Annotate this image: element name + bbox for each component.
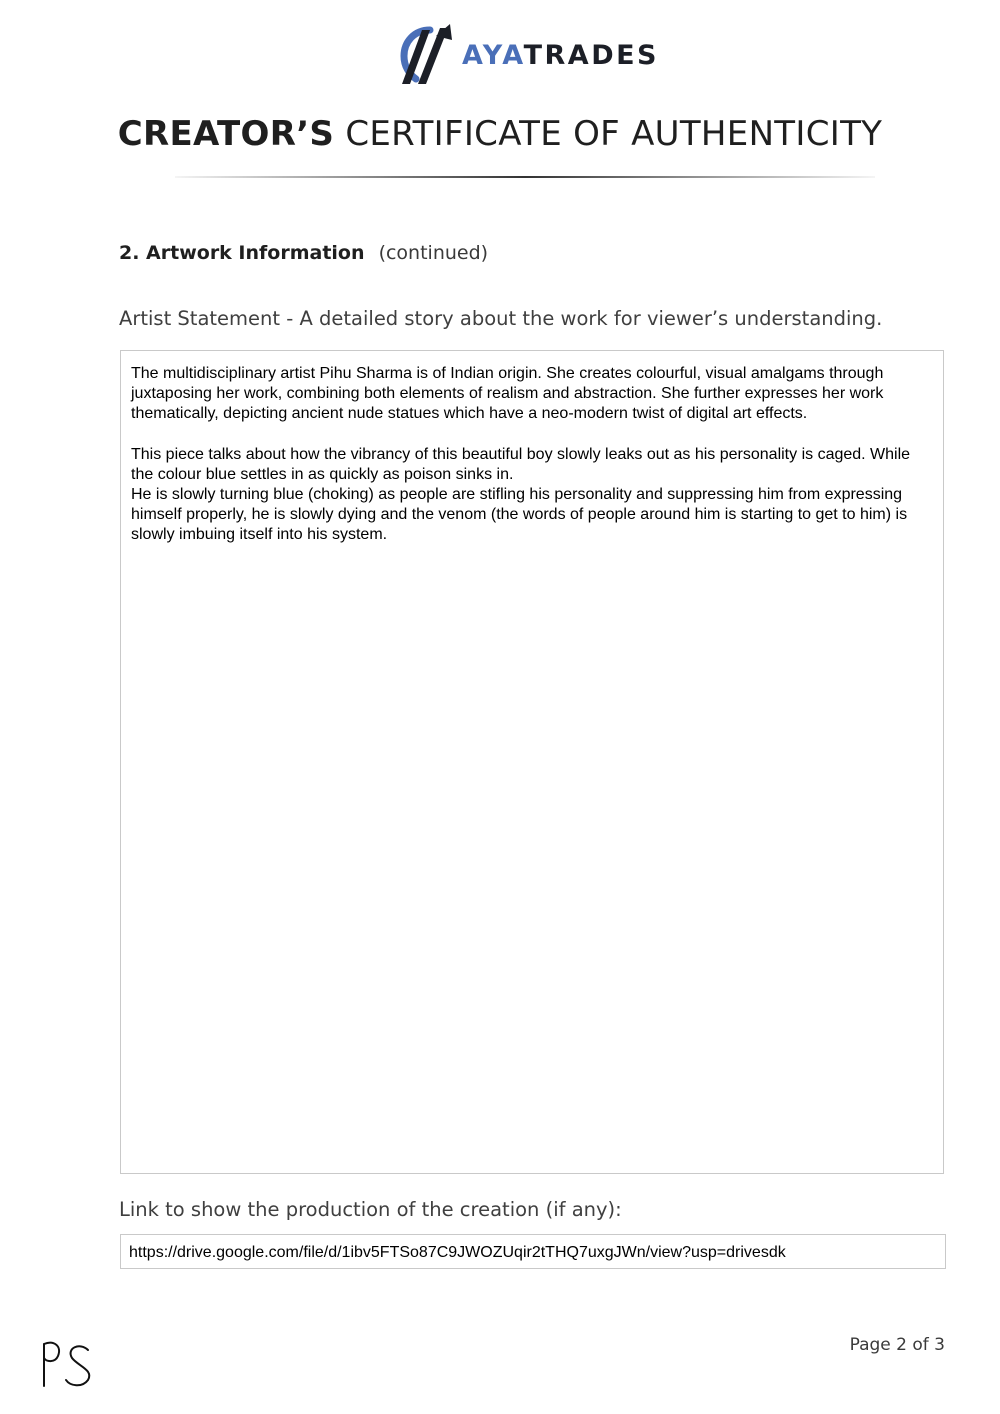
page-number: Page 2 of 3	[849, 1335, 945, 1355]
statement-paragraph: The multidisciplinary artist Pihu Sharma is of Indian origin. She creates colourful, visual amalgams through juxtaposing her work, combining both elements of realism and abstraction. She further expresses her work thematically, depicting ancient nude statues which have a neo-modern twist of digital art effects.	[131, 365, 884, 423]
production-link-value: https://drive.google.com/file/d/1ibv5FTSo87C9JWOZUqir2tTHQ7uxgJWn/view?usp=drivesdk	[129, 1244, 786, 1261]
brand-name-second: TRADES	[523, 39, 659, 71]
section-heading	[119, 242, 488, 264]
artist-statement-field[interactable]	[120, 350, 944, 1174]
artist-statement-label: Artist Statement - A detailed story about the work for viewer’s understanding.	[119, 307, 883, 330]
statement-paragraph: He is slowly turning blue (choking) as people are stifling his personality and suppressing him from expressing himself properly, he is slowly dying and the venom (the words of people around him is starting to get to him) is slowly imbuing itself into his system.	[131, 486, 908, 544]
section-heading-continued: (continued)	[378, 242, 489, 264]
certificate-title	[0, 114, 1000, 154]
brand-name	[462, 40, 659, 71]
production-link-field[interactable]	[120, 1234, 946, 1269]
section-heading-title: 2. Artwork Information	[119, 242, 365, 264]
certificate-title-bold: CREATOR’S	[117, 114, 335, 154]
title-divider	[175, 176, 875, 178]
production-link-label: Link to show the production of the creation (if any):	[119, 1198, 622, 1221]
ayatrades-arrow-logo-icon	[400, 22, 458, 88]
statement-paragraph: This piece talks about how the vibrancy of this beautiful boy slowly leaks out as his personality is caged. While the colour blue settles in as quickly as poison sinks in.	[131, 445, 911, 483]
certificate-title-light: CERTIFICATE OF AUTHENTICITY	[345, 114, 883, 154]
signature	[36, 1336, 98, 1390]
ayatrades-logo	[400, 22, 670, 88]
brand-name-first: AYA	[462, 39, 524, 71]
